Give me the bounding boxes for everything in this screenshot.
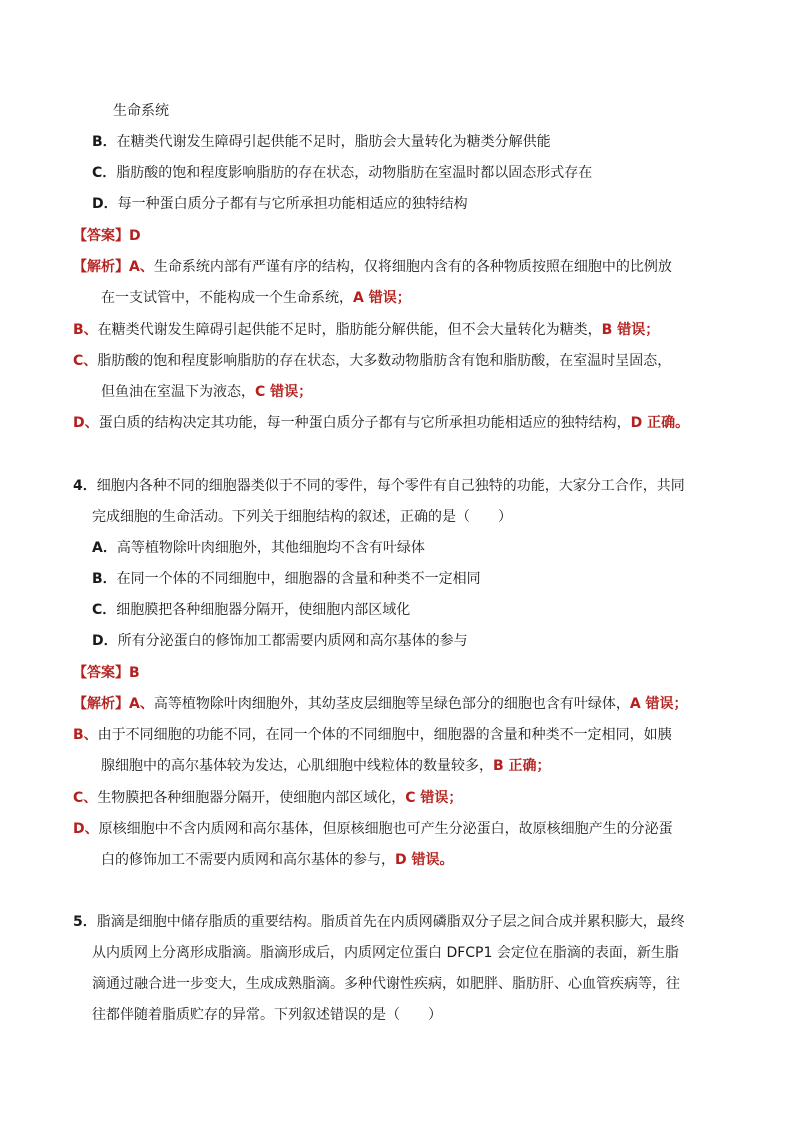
analysis-verdict: D 错误。: [395, 852, 454, 868]
q3-option-b: [92, 132, 551, 152]
q4-analysis-d1: [73, 819, 673, 839]
q3-stem-tail: 生命系统: [113, 103, 169, 119]
analysis-letter: A、: [129, 259, 154, 275]
analysis-verdict: B 错误；: [601, 322, 660, 338]
analysis-text: 生物膜把各种细胞器分隔开，使细胞内部区域化，: [97, 790, 406, 806]
option-text: 所有分泌蛋白的修饰加工都需要内质网和高尔基体的参与: [117, 633, 468, 649]
analysis-text: 白的修饰加工不需要内质网和高尔基体的参与，: [101, 852, 395, 868]
q4-analysis-d2: [101, 850, 454, 870]
q4-option-b: [92, 569, 481, 589]
analysis-letter: B、: [73, 322, 98, 338]
option-letter: D．: [92, 633, 118, 649]
analysis-letter: A、: [129, 696, 154, 712]
option-text: 细胞膜把各种细胞器分隔开，使细胞内部区域化: [116, 602, 411, 618]
analysis-text: 在糖类代谢发生障碍引起供能不足时，脂肪能分解供能，但不会大量转化为糖类，: [97, 322, 602, 338]
q3-analysis-a1: [73, 257, 672, 277]
analysis-label: 【解析】: [73, 259, 129, 275]
analysis-letter: C、: [73, 790, 98, 806]
question-number: 4．: [73, 478, 97, 494]
answer-label: 【答案】: [73, 228, 129, 244]
option-text: 在同一个体的不同细胞中，细胞器的含量和种类不一定相同: [116, 571, 481, 587]
q5-stem-line4: 往都伴随着脂质贮存的异常。下列叙述错误的是（ ）: [92, 1007, 442, 1023]
analysis-text: 脂肪酸的饱和程度影响脂肪的存在状态，大多数动物脂肪含有饱和脂肪酸，在室温时呈固态，: [97, 353, 672, 369]
q4-stem-line2: 完成细胞的生命活动。下列关于细胞结构的叙述，正确的是（ ）: [92, 509, 512, 525]
question-number: 5．: [73, 914, 97, 930]
q5-stem-line2: 从内质网上分离形成脂滴。脂滴形成后，内质网定位蛋白 DFCP1 会定位在脂滴的表面，新生脂: [92, 945, 679, 961]
q3-analysis-b: [73, 320, 659, 340]
analysis-letter: C、: [73, 353, 98, 369]
q4-option-c: [92, 600, 410, 620]
analysis-text: 蛋白质的结构决定其功能，每一种蛋白质分子都有与它所承担功能相适应的独特结构，: [98, 415, 631, 431]
answer-label: 【答案】: [73, 665, 129, 681]
analysis-text: 在一支试管中，不能构成一个生命系统，: [101, 290, 353, 306]
q3-option-c: [92, 163, 592, 183]
analysis-verdict: A 错误；: [353, 290, 411, 306]
q4-option-a: [92, 538, 425, 558]
analysis-verdict: A 错误；: [629, 696, 688, 712]
analysis-text: 由于不同细胞的功能不同，在同一个体的不同细胞中，细胞器的含量和种类不一定相同，如胰: [97, 727, 672, 743]
option-letter: C．: [92, 602, 117, 618]
q3-answer: [73, 226, 141, 246]
q3-analysis-d: [73, 413, 689, 433]
analysis-letter: B、: [73, 727, 98, 743]
option-text: 高等植物除叶肉细胞外，其他细胞均不含有叶绿体: [116, 540, 425, 556]
stem-text: 细胞内各种不同的细胞器类似于不同的零件，每个零件有自己独特的功能，大家分工合作，共同: [96, 478, 685, 494]
q4-analysis-c: [73, 788, 462, 808]
q4-stem-line1: [73, 476, 685, 496]
q4-answer: [73, 663, 140, 683]
option-letter: B．: [92, 134, 117, 150]
analysis-verdict: C 错误；: [405, 790, 463, 806]
option-letter: D．: [92, 196, 118, 212]
option-letter: B．: [92, 571, 117, 587]
q5-stem-line1: [73, 912, 685, 932]
q3-analysis-c2: [101, 382, 312, 402]
analysis-text: 腺细胞中的高尔基体较为发达，心肌细胞中线粒体的数量较多，: [101, 758, 493, 774]
analysis-text: 高等植物除叶肉细胞外，其幼茎皮层细胞等呈绿色部分的细胞也含有叶绿体，: [153, 696, 630, 712]
analysis-verdict: B 正确；: [493, 758, 551, 774]
analysis-letter: D、: [73, 821, 99, 837]
analysis-verdict: D 正确。: [630, 415, 690, 431]
analysis-text: 生命系统内部有严谨有序的结构，仅将细胞内含有的各种物质按照在细胞中的比例放: [153, 259, 672, 275]
q4-analysis-b2: [101, 756, 551, 776]
option-text: 每一种蛋白质分子都有与它所承担功能相适应的独特结构: [117, 196, 468, 212]
q5-stem-line3: 滴通过融合进一步变大，生成成熟脂滴。多种代谢性疾病，如肥胖、脂肪肝、心血管疾病等，往: [92, 976, 680, 992]
option-letter: A．: [92, 540, 117, 556]
analysis-text: 但鱼油在室温下为液态，: [101, 384, 255, 400]
q4-analysis-a: [73, 694, 688, 714]
q3-analysis-c1: [73, 351, 671, 371]
q3-option-d: [92, 194, 468, 214]
analysis-letter: D、: [73, 415, 99, 431]
analysis-text: 原核细胞中不含内质网和高尔基体，但原核细胞也可产生分泌蛋白，故原核细胞产生的分泌蛋: [98, 821, 673, 837]
option-text: 脂肪酸的饱和程度影响脂肪的存在状态，动物脂肪在室温时都以固态形式存在: [116, 165, 593, 181]
answer-value: B: [129, 665, 140, 681]
option-text: 在糖类代谢发生障碍引起供能不足时，脂肪会大量转化为糖类分解供能: [116, 134, 551, 150]
analysis-verdict: C 错误；: [255, 384, 313, 400]
stem-text: 脂滴是细胞中储存脂质的重要结构。脂质首先在内质网磷脂双分子层之间合成并累积膨大，最终: [96, 914, 685, 930]
answer-value: D: [129, 228, 141, 244]
q4-analysis-b1: [73, 725, 672, 745]
q3-analysis-a2: [101, 288, 411, 308]
analysis-label: 【解析】: [73, 696, 129, 712]
q4-option-d: [92, 631, 468, 651]
option-letter: C．: [92, 165, 117, 181]
